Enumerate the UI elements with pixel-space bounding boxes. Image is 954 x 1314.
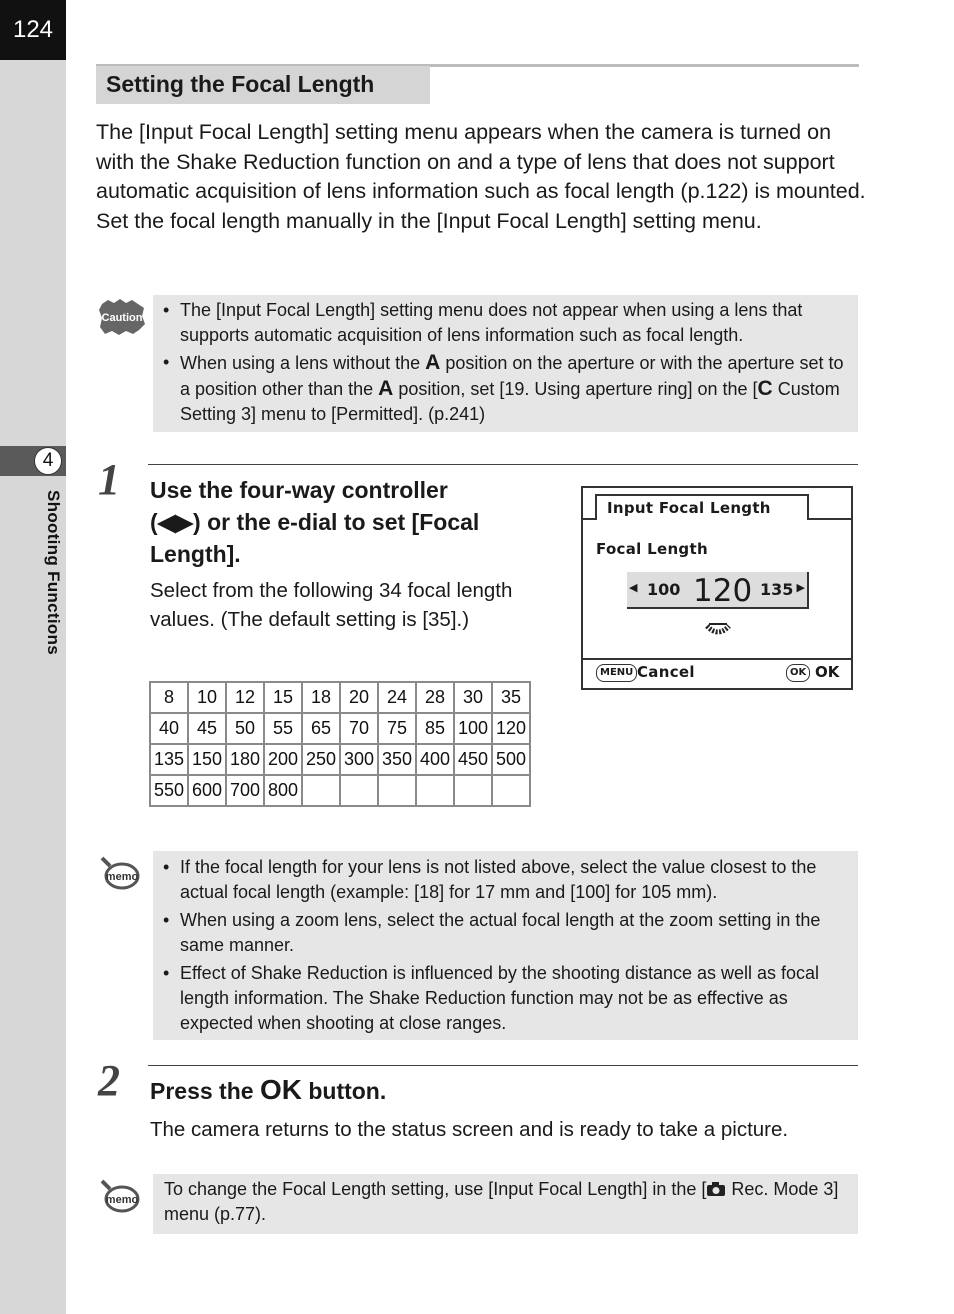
table-cell: 65 bbox=[302, 713, 340, 744]
caution-item-2: • When using a lens without the A position on the aperture or with the aperture set to a position other than the A position, set [19. Using aperture ring] on the [C Custom Setting 3] menu to [Permitted]. (p.241) bbox=[153, 350, 848, 427]
table-cell: 250 bbox=[302, 744, 340, 775]
table-cell: 12 bbox=[226, 682, 264, 713]
table-cell: 120 bbox=[492, 713, 530, 744]
table-cell bbox=[416, 775, 454, 806]
table-cell: 150 bbox=[188, 744, 226, 775]
step-1-title: Use the four-way controller (◀▶) or the e-dial to set [Focal Length]. bbox=[150, 477, 480, 567]
previous-value: 100 bbox=[647, 580, 681, 599]
ok-label: OK bbox=[815, 663, 840, 681]
table-cell: 24 bbox=[378, 682, 416, 713]
table-cell: 300 bbox=[340, 744, 378, 775]
caution-icon bbox=[98, 298, 146, 336]
table-cell: 45 bbox=[188, 713, 226, 744]
table-row bbox=[150, 713, 530, 744]
caution-item-1: • The [Input Focal Length] setting menu does not appear when using a lens that supports automatic acquisition of lens information such as focal length. bbox=[153, 298, 848, 348]
intro-text bbox=[96, 118, 866, 236]
caution-icon-label: Caution bbox=[101, 312, 143, 324]
table-cell: 350 bbox=[378, 744, 416, 775]
table-cell: 400 bbox=[416, 744, 454, 775]
table-cell: 450 bbox=[454, 744, 492, 775]
table-cell: 100 bbox=[454, 713, 492, 744]
memo-item-1: • If the focal length for your lens is not listed above, select the value closest to the actual focal length (example: [18] for 17 mm and [100] for 105 mm). bbox=[153, 855, 848, 905]
table-row bbox=[150, 744, 530, 775]
memo-note-2 bbox=[153, 1174, 858, 1234]
table-cell: 10 bbox=[188, 682, 226, 713]
ok-button-glyph: OK bbox=[259, 1074, 302, 1105]
custom-setting-icon: C bbox=[757, 377, 773, 400]
memo-note-1 bbox=[153, 851, 858, 1040]
camera-screen bbox=[581, 486, 853, 690]
table-cell: 30 bbox=[454, 682, 492, 713]
table-cell: 700 bbox=[226, 775, 264, 806]
step-1-number: 1 bbox=[98, 455, 120, 504]
intro-paragraph-2: Set the focal length manually in the [Input Focal Length] setting menu. bbox=[96, 208, 762, 233]
current-value: 120 bbox=[693, 573, 753, 609]
intro-paragraph-1: The [Input Focal Length] setting menu appears when the camera is turned on with the Shake Reduction function on and a type of lens that does not support automatic acquisition of lens information such as focal length (p.122) is mounted. bbox=[96, 120, 866, 203]
memo-icon-2 bbox=[98, 1179, 142, 1217]
step-1-body: Select from the following 34 focal length values. (The default setting is [35].) bbox=[150, 579, 513, 631]
table-cell: 15 bbox=[264, 682, 302, 713]
step-1-rule bbox=[148, 464, 858, 465]
memo-item-2: • When using a zoom lens, select the actual focal length at the zoom setting in the same manner. bbox=[153, 908, 848, 958]
aperture-a-glyph-2: A bbox=[378, 377, 394, 400]
memo-icon-label: memo bbox=[105, 871, 139, 883]
chapter-label: Shooting Functions bbox=[44, 490, 63, 655]
arrow-right-icon[interactable]: ▶ bbox=[796, 581, 805, 594]
menu-button-icon[interactable]: MENU bbox=[596, 664, 637, 682]
focal-length-table bbox=[149, 681, 531, 807]
table-cell: 550 bbox=[150, 775, 188, 806]
table-cell bbox=[302, 775, 340, 806]
focal-length-selector[interactable] bbox=[627, 572, 809, 609]
step-2-title: Press the OK button. bbox=[150, 1074, 387, 1105]
table-cell: 180 bbox=[226, 744, 264, 775]
camera-icon bbox=[706, 1181, 726, 1197]
table-cell: 55 bbox=[264, 713, 302, 744]
memo-icon bbox=[98, 856, 142, 894]
section-title: Setting the Focal Length bbox=[96, 66, 430, 104]
memo-item-3: • Effect of Shake Reduction is influenced by the shooting distance as well as focal length information. The Shake Reduction function may not be as effective as expected when shooting at close ranges. bbox=[153, 961, 848, 1036]
step-2-number: 2 bbox=[98, 1056, 120, 1105]
table-row bbox=[150, 682, 530, 713]
table-cell: 500 bbox=[492, 744, 530, 775]
table-cell bbox=[492, 775, 530, 806]
table-cell: 600 bbox=[188, 775, 226, 806]
table-cell: 18 bbox=[302, 682, 340, 713]
aperture-a-glyph: A bbox=[425, 351, 441, 374]
table-cell bbox=[340, 775, 378, 806]
table-cell: 20 bbox=[340, 682, 378, 713]
cancel-label: Cancel bbox=[637, 663, 695, 681]
table-cell: 135 bbox=[150, 744, 188, 775]
ok-button-icon[interactable]: OK bbox=[786, 664, 810, 682]
e-dial-icon bbox=[705, 622, 731, 638]
step-2-body: The camera returns to the status screen and is ready to take a picture. bbox=[150, 1118, 789, 1141]
caution-note bbox=[153, 295, 858, 432]
memo-2-text: To change the Focal Length setting, use [Input Focal Length] in the [ Rec. Mode 3] menu (p.77). bbox=[164, 1179, 839, 1224]
table-cell: 35 bbox=[492, 682, 530, 713]
table-cell: 40 bbox=[150, 713, 188, 744]
screen-footer-line bbox=[583, 658, 851, 660]
table-cell: 70 bbox=[340, 713, 378, 744]
table-cell: 75 bbox=[378, 713, 416, 744]
page-number: 124 bbox=[0, 0, 66, 60]
table-cell bbox=[454, 775, 492, 806]
focal-length-label: Focal Length bbox=[596, 540, 708, 558]
table-cell: 85 bbox=[416, 713, 454, 744]
table-cell: 50 bbox=[226, 713, 264, 744]
memo-icon-2-label: memo bbox=[105, 1194, 139, 1206]
table-cell bbox=[378, 775, 416, 806]
next-value: 135 bbox=[760, 580, 794, 599]
table-cell: 28 bbox=[416, 682, 454, 713]
chapter-number: 4 bbox=[34, 447, 62, 475]
table-row bbox=[150, 775, 530, 806]
table-cell: 800 bbox=[264, 775, 302, 806]
table-cell: 200 bbox=[264, 744, 302, 775]
table-cell: 8 bbox=[150, 682, 188, 713]
step-2-rule bbox=[148, 1065, 858, 1066]
screen-tab-title: Input Focal Length bbox=[595, 494, 809, 520]
arrow-left-icon[interactable]: ◀ bbox=[629, 581, 638, 594]
